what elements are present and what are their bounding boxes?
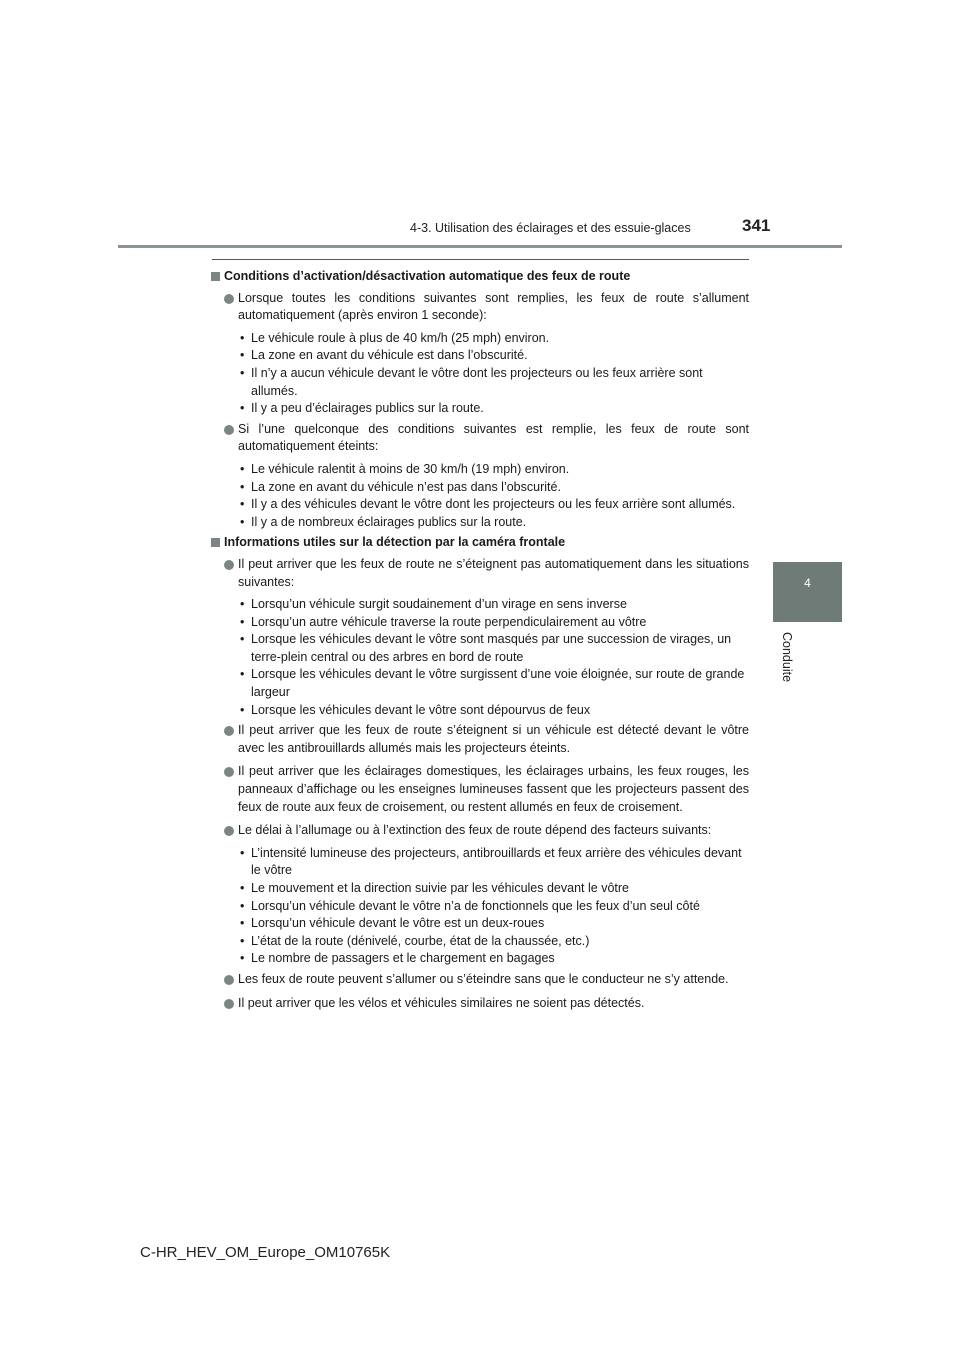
- section-heading-text: Informations utiles sur la détection par la caméra frontale: [224, 535, 566, 550]
- section-heading: [211, 534, 749, 552]
- list-item: [211, 722, 749, 757]
- sub-list: [211, 596, 749, 719]
- sub-list-item: • Lorsqu’un autre véhicule traverse la route perpendiculairement au vôtre: [240, 614, 749, 632]
- sub-list-item: • Il n’y a aucun véhicule devant le vôtre dont les projecteurs ou les feux arrière sont allumés.: [240, 365, 749, 400]
- sub-list: [211, 330, 749, 418]
- header-section-title: 4-3. Utilisation des éclairages et des essuie-glaces: [410, 221, 691, 235]
- list-item: [211, 556, 749, 591]
- sub-list: [211, 461, 749, 531]
- list-item: [211, 995, 749, 1013]
- footer-doc-id: C-HR_HEV_OM_Europe_OM10765K: [140, 1244, 391, 1261]
- section-heading-text: Conditions d’activation/désactivation automatique des feux de route: [224, 269, 631, 283]
- round-bullet-icon: [224, 425, 234, 435]
- round-bullet-icon: [224, 767, 234, 777]
- list-item-text: Si l’une quelconque des conditions suivantes est remplie, les feux de route sont automatiquement éteints:: [238, 421, 749, 454]
- sub-list-item: • Le véhicule ralentit à moins de 30 km/h (19 mph) environ.: [240, 461, 749, 479]
- section-heading: [211, 268, 749, 286]
- list-item: [211, 971, 749, 989]
- sub-list-item: • L’état de la route (dénivelé, courbe, état de la chaussée, etc.): [240, 933, 749, 951]
- list-item: [211, 290, 749, 325]
- chapter-tab[interactable]: [773, 562, 842, 622]
- chapter-number: 4: [804, 576, 811, 590]
- sub-list-item: • La zone en avant du véhicule est dans l’obscurité.: [240, 347, 749, 365]
- square-bullet-icon: [211, 272, 220, 281]
- sub-list: [211, 845, 749, 968]
- sub-list-item: • Il y a peu d’éclairages publics sur la route.: [240, 400, 749, 418]
- sub-list-item: • Lorsque les véhicules devant le vôtre sont dépourvus de feux: [240, 702, 749, 720]
- sub-list-item: • Lorsqu’un véhicule devant le vôtre n’a de fonctionnels que les feux d’un seul côté: [240, 898, 749, 916]
- page-content: [211, 268, 749, 1018]
- sub-list-item: • Lorsque les véhicules devant le vôtre sont masqués par une succession de virages, un terre-plein central ou des arbres en bord de route: [240, 631, 749, 666]
- list-item-text: Les feux de route peuvent s’allumer ou s’éteindre sans que le conducteur ne s’y attende.: [238, 971, 729, 986]
- list-item-text: Lorsque toutes les conditions suivantes sont remplies, les feux de route s’allument automatiquement (après environ 1 seconde):: [238, 290, 749, 323]
- sub-list-item: • Le nombre de passagers et le chargement en bagages: [240, 950, 749, 968]
- round-bullet-icon: [224, 294, 234, 304]
- sub-list-item: • Lorsqu’un véhicule surgit soudainement d’un virage en sens inverse: [240, 596, 749, 614]
- header-rule: [118, 245, 842, 248]
- sub-list-item: • Il y a de nombreux éclairages publics sur la route.: [240, 514, 749, 532]
- round-bullet-icon: [224, 999, 234, 1009]
- sub-list-item: • Lorsqu’un véhicule devant le vôtre est un deux-roues: [240, 915, 749, 933]
- chapter-label: Conduite: [780, 632, 794, 683]
- sub-list-item: • L’intensité lumineuse des projecteurs, antibrouillards et feux arrière des véhicules devant le vôtre: [240, 845, 749, 880]
- content-rule: [212, 259, 749, 260]
- round-bullet-icon: [224, 826, 234, 836]
- page-number: 341: [742, 216, 771, 235]
- list-item: [211, 763, 749, 816]
- list-item-text: Il peut arriver que les éclairages domestiques, les éclairages urbains, les feux rouges, les panneaux d’affichage ou les enseignes lumineuses fassent que les projecteurs passent des feux de route aux feux de croisement, ou restent allumés en feux de croisement.: [238, 764, 749, 814]
- square-bullet-icon: [211, 538, 220, 547]
- sub-list-item: • Il y a des véhicules devant le vôtre dont les projecteurs ou les feux arrière sont allumés.: [240, 496, 749, 514]
- sub-list-item: • Lorsque les véhicules devant le vôtre surgissent d’une voie éloignée, sur route de grande largeur: [240, 666, 749, 701]
- sub-list-item: • Le mouvement et la direction suivie par les véhicules devant le vôtre: [240, 880, 749, 898]
- round-bullet-icon: [224, 560, 234, 570]
- list-item-text: Il peut arriver que les vélos et véhicules similaires ne soient pas détectés.: [238, 995, 645, 1010]
- list-item-text: Le délai à l’allumage ou à l’extinction des feux de route dépend des facteurs suivants:: [238, 823, 712, 838]
- list-item-text: Il peut arriver que les feux de route s’éteignent si un véhicule est détecté devant le vôtre avec les antibrouillards allumés mais les projecteurs éteints.: [238, 723, 749, 755]
- list-item: [211, 421, 749, 456]
- list-item-text: Il peut arriver que les feux de route ne s’éteignent pas automatiquement dans les situations suivantes:: [238, 556, 749, 589]
- round-bullet-icon: [224, 975, 234, 985]
- sub-list-item: • La zone en avant du véhicule n’est pas dans l’obscurité.: [240, 479, 749, 497]
- sub-list-item: • Le véhicule roule à plus de 40 km/h (25 mph) environ.: [240, 330, 749, 348]
- list-item: [211, 822, 749, 840]
- round-bullet-icon: [224, 726, 234, 736]
